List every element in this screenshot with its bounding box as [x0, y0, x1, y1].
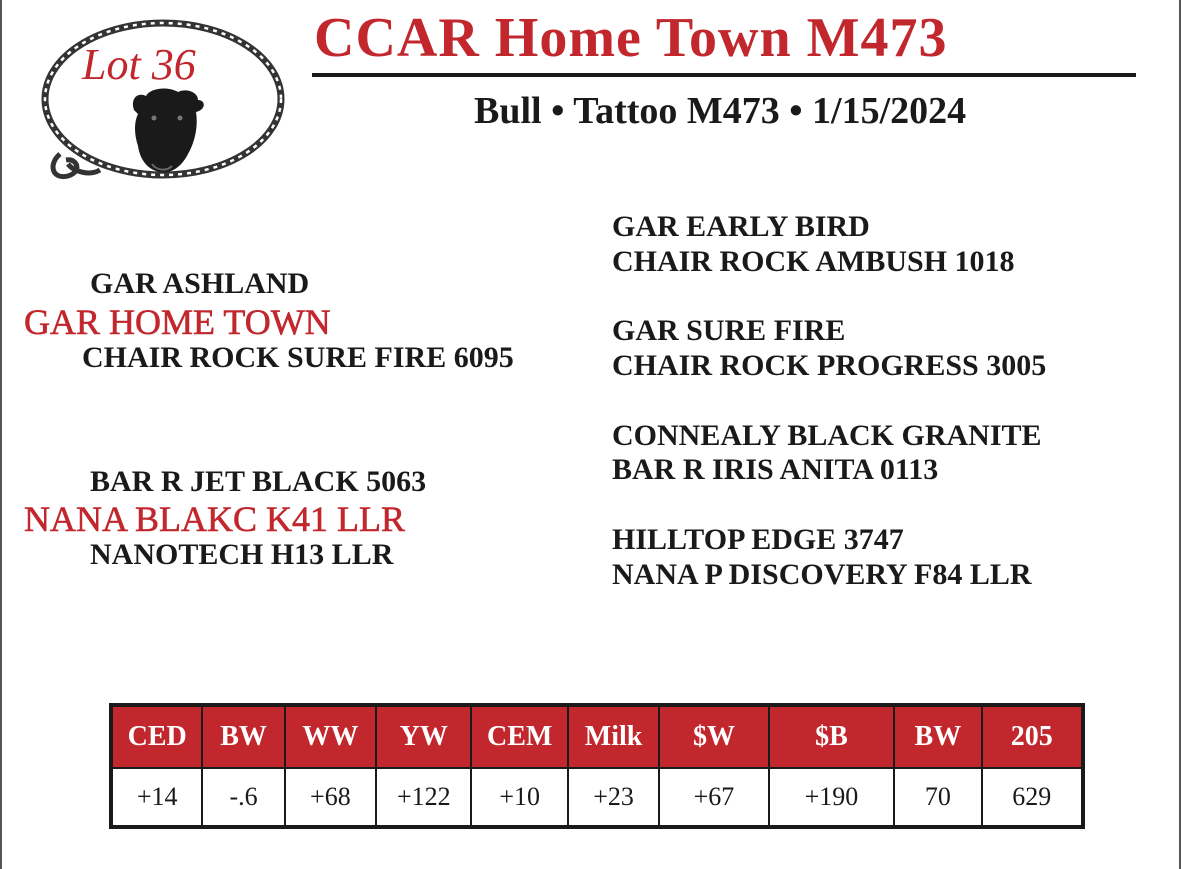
epd-table [109, 703, 1085, 829]
sire-of-dam: BAR R JET BLACK 5063 [90, 465, 427, 498]
epd-header-b-index: $B [769, 705, 895, 768]
lot-number: Lot 36 [82, 40, 196, 89]
sire-name: GAR HOME TOWN [24, 302, 331, 342]
epd-value-bw: -.6 [202, 768, 284, 827]
dam-name: NANA BLAKC K41 LLR [24, 499, 406, 539]
great-grandparent: BAR R IRIS ANITA 0113 [612, 453, 939, 486]
epd-header-actual-bw: BW [894, 705, 981, 768]
epd-header-cem: CEM [471, 705, 567, 768]
dam-of-sire: CHAIR ROCK SURE FIRE 6095 [82, 341, 514, 374]
sire-of-sire: GAR ASHLAND [90, 267, 310, 300]
title-underline [312, 73, 1136, 77]
great-grandparent: CONNEALY BLACK GRANITE [612, 419, 1042, 452]
great-grandparent: NANA P DISCOVERY F84 LLR [612, 558, 1032, 591]
epd-value-cem: +10 [471, 768, 567, 827]
animal-subtitle: Bull • Tattoo M473 • 1/15/2024 [474, 90, 967, 132]
epd-value-row [111, 768, 1083, 827]
epd-value-milk: +23 [568, 768, 659, 827]
epd-value-yw: +122 [376, 768, 471, 827]
animal-name-title: CCAR Home Town M473 [314, 7, 948, 69]
epd-value-actual-bw: 70 [894, 768, 981, 827]
dam-of-dam: NANOTECH H13 LLR [90, 538, 394, 571]
epd-value-ww: +68 [285, 768, 376, 827]
epd-value-w-index: +67 [659, 768, 768, 827]
epd-header-ced: CED [111, 705, 202, 768]
great-grandparent: GAR EARLY BIRD [612, 210, 870, 243]
great-grandparent: CHAIR ROCK AMBUSH 1018 [612, 245, 1015, 278]
epd-header-bw: BW [202, 705, 284, 768]
epd-value-ced: +14 [111, 768, 202, 827]
epd-header-205: 205 [982, 705, 1083, 768]
great-grandparent: HILLTOP EDGE 3747 [612, 523, 904, 556]
epd-header-row [111, 705, 1083, 768]
epd-header-w-index: $W [659, 705, 768, 768]
great-grandparent: GAR SURE FIRE [612, 314, 846, 347]
black-angus-head-icon [133, 89, 204, 173]
epd-value-205: 629 [982, 768, 1083, 827]
great-grandparent: CHAIR ROCK PROGRESS 3005 [612, 349, 1047, 382]
epd-header-yw: YW [376, 705, 471, 768]
epd-header-milk: Milk [568, 705, 659, 768]
page-border-left [0, 0, 2, 869]
epd-header-ww: WW [285, 705, 376, 768]
epd-value-b-index: +190 [769, 768, 895, 827]
